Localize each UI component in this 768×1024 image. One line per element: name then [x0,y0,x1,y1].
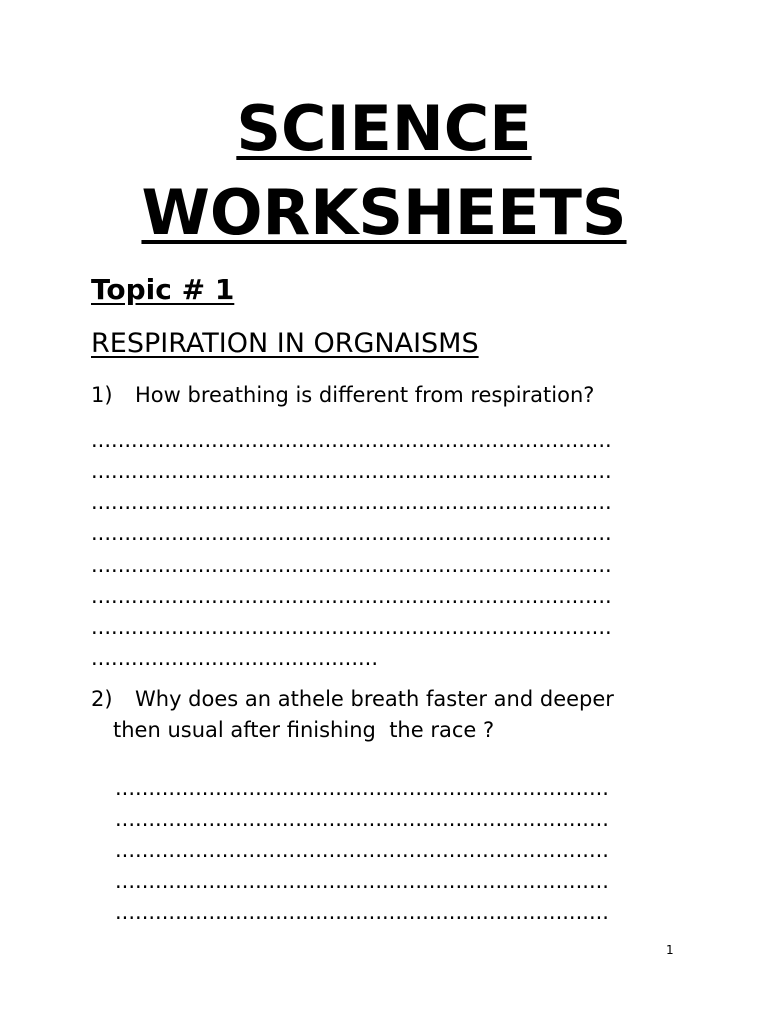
answer-line: .............................................................................. [91,584,612,608]
answer-line: .............................................................................. [91,459,612,483]
answer-line: .......................................................................... [115,900,609,924]
question-1-number: 1) [91,383,113,407]
topic-heading: Topic # 1 [91,273,235,306]
answer-line: .............................................................................. [91,521,612,545]
answer-line: .............................................................................. [91,553,612,577]
question-1 [91,380,594,411]
title-line-1: SCIENCE [236,92,532,165]
answer-line: .......................................................................... [115,838,609,862]
question-1-text: How breathing is different from respiration? [135,383,595,407]
page-number: 1 [666,943,674,957]
question-2-text: Why does an athele breath faster and deeper [135,687,614,711]
title-line-2: WORKSHEETS [141,176,627,249]
answer-line: .......................................................................... [115,807,609,831]
answer-line: .............................................................................. [91,615,612,639]
subtopic-heading: RESPIRATION IN ORGNAISMS [91,328,479,359]
question-2-text-continued: then usual after finishing the race ? [113,718,495,742]
question-2-number: 2) [91,687,113,711]
answer-line: .............................................................................. [91,490,612,514]
question-2 [91,684,614,715]
answer-line: ........................................... [91,646,379,670]
answer-line: .......................................................................... [115,776,609,800]
answer-line: .......................................................................... [115,869,609,893]
answer-line: .............................................................................. [91,428,612,452]
